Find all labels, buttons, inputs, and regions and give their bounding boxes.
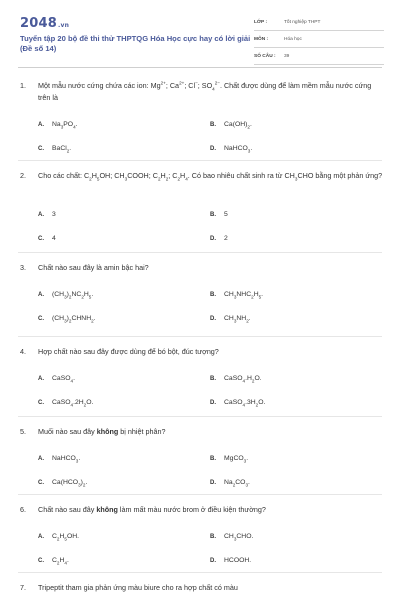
answer-option-a[interactable] bbox=[38, 290, 93, 300]
option-text: $CaSO_4.H_2O$. bbox=[224, 375, 262, 384]
option-text: $(CH_3)_2CHNH_2$. bbox=[52, 315, 96, 324]
meta-value: 39 bbox=[284, 53, 290, 59]
answer-option-c[interactable] bbox=[38, 144, 71, 154]
option-text: HCOOH. bbox=[224, 557, 252, 564]
document-title: Tuyển tập 20 bộ đề thi thử THPTQG Hóa Học cực hay có lời giải (Đề số 14) bbox=[20, 34, 251, 53]
option-label: A. bbox=[38, 456, 44, 462]
question-1 bbox=[20, 80, 385, 104]
answer-option-c[interactable] bbox=[38, 398, 93, 408]
question-stem: Cho các chất: $C_2H_5OH$; $CH_3COOH$; $C_2H_2$; $C_2H_4$. Có bao nhiêu chất sinh ra từ $CH_3CHO$ bằng một phản ứng? bbox=[38, 171, 383, 182]
option-text: $Ca(HCO_3)_2$. bbox=[52, 479, 88, 488]
answer-option-d[interactable] bbox=[210, 234, 228, 244]
option-label: D. bbox=[210, 316, 216, 322]
option-label: A. bbox=[38, 292, 44, 298]
meta-key: MÔN : bbox=[254, 36, 269, 42]
option-label: B. bbox=[210, 534, 216, 540]
option-label: C. bbox=[38, 558, 44, 564]
exam-meta-box bbox=[254, 14, 384, 65]
option-label: D. bbox=[210, 480, 216, 486]
logo-text: 2048 bbox=[20, 16, 57, 31]
option-text: $CH_3NHC_2H_5$. bbox=[224, 291, 264, 300]
question-separator bbox=[18, 336, 382, 337]
option-label: D. bbox=[210, 400, 216, 406]
meta-row-subject bbox=[254, 31, 384, 48]
option-label: B. bbox=[210, 122, 216, 128]
meta-value: Hóa học bbox=[284, 36, 302, 42]
meta-row-count bbox=[254, 48, 384, 65]
option-text: BaCl$_2$. bbox=[52, 145, 72, 154]
answer-option-b[interactable] bbox=[210, 532, 253, 542]
answer-option-c[interactable] bbox=[38, 556, 69, 566]
answer-option-d[interactable] bbox=[210, 144, 252, 154]
question-number: 4. bbox=[20, 347, 26, 356]
answer-option-a[interactable] bbox=[38, 120, 78, 130]
option-label: C. bbox=[38, 146, 44, 152]
question-separator bbox=[18, 494, 382, 495]
option-text: 3 bbox=[52, 211, 56, 218]
answer-option-c[interactable] bbox=[38, 314, 96, 324]
meta-key: LỚP : bbox=[254, 19, 268, 25]
option-label: D. bbox=[210, 558, 216, 564]
option-text: NaHCO$_3$. bbox=[224, 145, 253, 154]
answer-option-d[interactable] bbox=[210, 478, 250, 488]
question-stem: Muối nào sau đây không bị nhiệt phân? bbox=[38, 427, 166, 436]
meta-key: SỐ CÂU : bbox=[254, 53, 276, 59]
answer-option-b[interactable] bbox=[210, 454, 248, 464]
option-label: A. bbox=[38, 376, 44, 382]
question-3 bbox=[20, 262, 385, 274]
answer-option-b[interactable] bbox=[210, 120, 252, 130]
option-label: B. bbox=[210, 212, 216, 218]
option-label: C. bbox=[38, 316, 44, 322]
answer-option-a[interactable] bbox=[38, 210, 56, 220]
question-stem: Tripeptit tham gia phản ứng màu biure cho ra hợp chất có màu bbox=[38, 583, 238, 592]
question-number: 1. bbox=[20, 81, 26, 90]
question-separator bbox=[18, 252, 382, 253]
option-text: 4 bbox=[52, 235, 56, 242]
question-number: 2. bbox=[20, 171, 26, 180]
option-text: 2 bbox=[224, 235, 228, 242]
question-stem: Hợp chất nào sau đây được dùng để bó bột, đúc tượng? bbox=[38, 347, 219, 356]
question-number: 6. bbox=[20, 505, 26, 514]
answer-option-d[interactable] bbox=[210, 556, 251, 566]
question-7 bbox=[20, 582, 385, 594]
answer-option-a[interactable] bbox=[38, 374, 75, 384]
question-stem: Chất nào sau đây không làm mất màu nước brom ở điều kiện thường? bbox=[38, 505, 266, 514]
logo-suffix: .vn bbox=[57, 22, 70, 29]
answer-option-c[interactable] bbox=[38, 234, 56, 244]
answer-option-b[interactable] bbox=[210, 290, 263, 300]
meta-value: Tốt nghiệp THPT bbox=[284, 19, 321, 25]
answer-option-b[interactable] bbox=[210, 374, 262, 384]
question-number: 7. bbox=[20, 583, 26, 592]
option-text: $CaSO_4.2H_2O$. bbox=[52, 399, 94, 408]
question-stem: Một mẫu nước cứng chứa các ion: $Mg^{2+}$; $Ca^{2+}$; Cl−; $SO_4^{2-}$. Chất được dùng để làm mềm mẫu nước cứng trên là bbox=[38, 80, 372, 102]
option-text: $Na_3PO_4$. bbox=[52, 121, 78, 130]
option-label: C. bbox=[38, 400, 44, 406]
option-text: NaHCO$_3$. bbox=[52, 455, 81, 464]
option-label: A. bbox=[38, 212, 44, 218]
option-label: A. bbox=[38, 534, 44, 540]
option-label: B. bbox=[210, 456, 216, 462]
question-separator bbox=[18, 572, 382, 573]
site-logo[interactable] bbox=[20, 16, 69, 31]
header-divider bbox=[18, 67, 382, 68]
question-separator bbox=[18, 416, 382, 417]
option-text: $CH_3NH_2$. bbox=[224, 315, 251, 324]
option-text: 5 bbox=[224, 211, 228, 218]
answer-option-b[interactable] bbox=[210, 210, 228, 220]
option-label: D. bbox=[210, 236, 216, 242]
option-text: $C_2H_4$. bbox=[52, 557, 69, 566]
option-text: $Na_2CO_3$. bbox=[224, 479, 250, 488]
answer-option-a[interactable] bbox=[38, 532, 79, 542]
option-label: C. bbox=[38, 236, 44, 242]
option-label: A. bbox=[38, 122, 44, 128]
option-text: $Ca(OH)_2$. bbox=[224, 121, 252, 130]
answer-option-d[interactable] bbox=[210, 398, 265, 408]
option-label: D. bbox=[210, 146, 216, 152]
option-text: $C_2H_5OH$. bbox=[52, 533, 80, 542]
option-text: $(CH_3)_2NC_2H_5$. bbox=[52, 291, 94, 300]
question-number: 3. bbox=[20, 263, 26, 272]
answer-option-c[interactable] bbox=[38, 478, 87, 488]
question-6 bbox=[20, 504, 385, 516]
meta-row-grade bbox=[254, 14, 384, 31]
option-text: $CaSO_4.3H_2O$. bbox=[224, 399, 266, 408]
question-2 bbox=[20, 170, 385, 182]
option-text: MgCO$_3$. bbox=[224, 455, 249, 464]
answer-option-d[interactable] bbox=[210, 314, 251, 324]
question-5 bbox=[20, 426, 385, 438]
question-number: 5. bbox=[20, 427, 26, 436]
question-stem: Chất nào sau đây là amin bậc hai? bbox=[38, 263, 149, 272]
question-separator bbox=[18, 160, 382, 161]
answer-option-a[interactable] bbox=[38, 454, 80, 464]
option-label: B. bbox=[210, 292, 216, 298]
question-4 bbox=[20, 346, 385, 358]
option-label: B. bbox=[210, 376, 216, 382]
option-text: $CH_3CHO$. bbox=[224, 533, 254, 542]
option-label: C. bbox=[38, 480, 44, 486]
option-text: CaSO$_4$. bbox=[52, 375, 75, 384]
